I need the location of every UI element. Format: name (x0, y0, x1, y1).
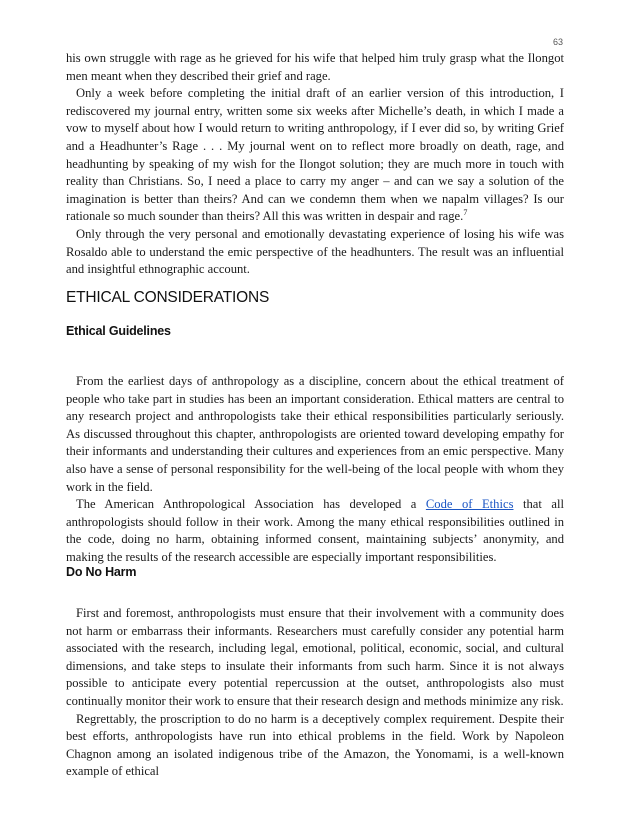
journal-quote-text: Only a week before completing the initial draft of an earlier version of this introduction, I rediscovered my journal entry, written some six weeks after Michelle’s death, in which I made a vow to myself about how I would return to writing anthropology, if I ever did so, by writing Grief and a Headhunter’s Rage . . . My journal went on to reflect more broadly on death, rage, and headhunting by speaking of my wish for the Ilongot solution; they are much more in touch with reality than Christians. So, I need a place to carry my anger – and can we say a solution of the imagination is better than theirs? And can we condemn them when we napalm villages? Is our rationale so much sounder than theirs? All this was written in despair and rage. (66, 86, 564, 224)
paragraph-continuation: his own struggle with rage as he grieved for his wife that helped him truly grasp what the Ilongot men meant when they described their grief and rage. (66, 51, 564, 83)
footnote-marker[interactable]: 7 (463, 208, 468, 218)
paragraph-proscription: Regrettably, the proscription to do no harm is a deceptively complex requirement. Despite their best efforts, anthropologists have run into ethical problems in the field. Work by Napoleon Chagnon among an isolated indigenous tribe of the Amazon, the Yonomami, is a well-known example of ethical (66, 711, 564, 779)
paragraph-journal-quote (66, 85, 564, 226)
page-number: 63 (552, 37, 563, 47)
paragraph-rosaldo-summary: Only through the very personal and emotionally devastating experience of losing his wife was Rosaldo able to understand the emic perspective of the headhunters. The result was an influential and insightful ethnographic account. (66, 226, 564, 277)
code-of-ethics-link[interactable]: Code of Ethics (425, 497, 514, 512)
do-no-harm-text-block (66, 605, 564, 781)
paragraph-do-no-harm: First and foremost, anthropologists must ensure that their involvement with a community does not harm or embarrass their informants. Researchers must carefully consider any potential harm associated with the research, including legal, emotional, political, economic, social, and cultural dimensions, and take steps to insulate their informants from such harm. Since it is not always possible to anticipate every potential repercussion at the outset, anthropologists also must continually monitor their work to ensure that their research design and methods minimize any risk. (66, 606, 564, 708)
opening-text-block (66, 50, 564, 279)
paragraph-code-of-ethics (66, 496, 564, 566)
subsection-heading-ethical-guidelines: Ethical Guidelines (66, 324, 171, 338)
subsection-heading-do-no-harm: Do No Harm (66, 565, 137, 579)
section-heading-ethical-considerations: ETHICAL CONSIDERATIONS (66, 289, 270, 306)
ethical-guidelines-text-block (66, 373, 564, 567)
code-of-ethics-lead: The American Anthropological Association has developed a (76, 497, 426, 512)
paragraph-ethics-intro: From the earliest days of anthropology as a discipline, concern about the ethical treatment of people who take part in studies has been an important consideration. Ethical matters are central to any research project and anthropologists take their ethical responsibilities particularly seriously. As discussed throughout this chapter, anthropologists are oriented toward developing empathy for their informants and understanding their cultures and experiences from an emic perspective. Many also have a sense of personal responsibility for the well-being of the local people with whom they work in the field. (66, 374, 564, 494)
code-of-ethics-rest: that all anthropologists should follow in their work. Among the many ethical responsibilities outlined in the code, doing no harm, obtaining informed consent, maintaining subjects’ anonymity, and making the results of the research accessible are especially important responsibilities. (66, 497, 564, 564)
